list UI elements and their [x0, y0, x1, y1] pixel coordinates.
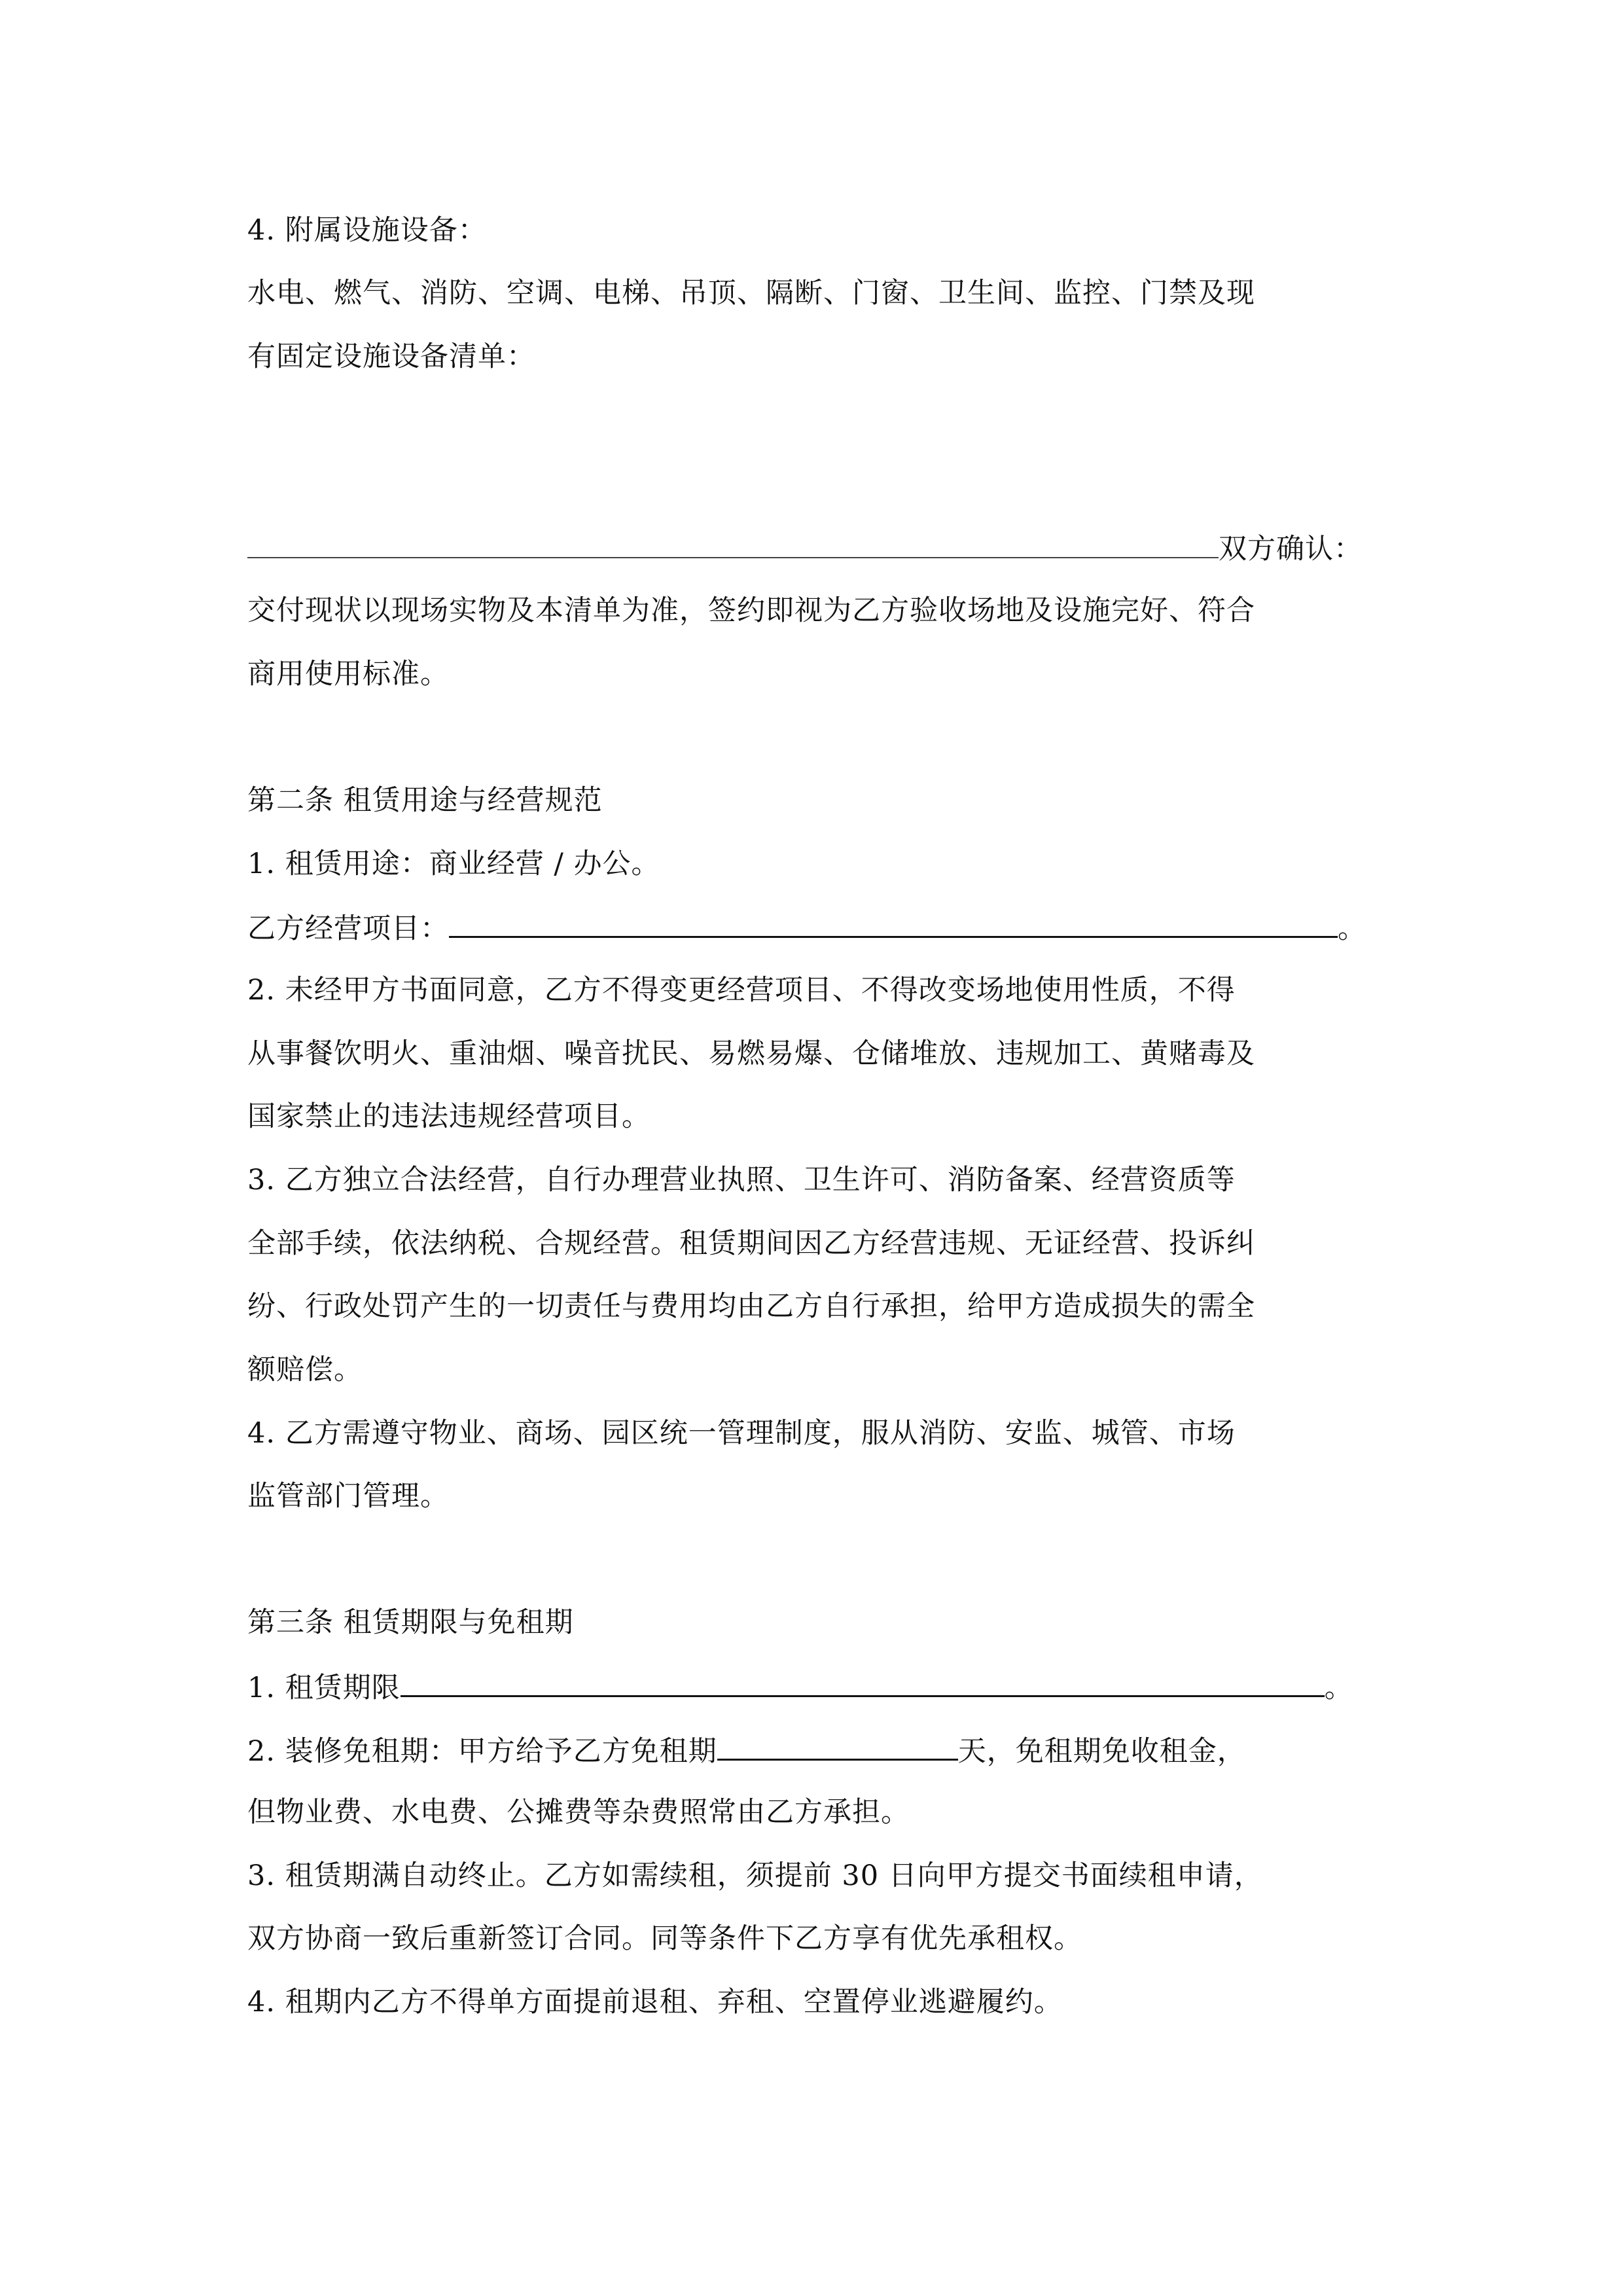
s3-item2-rest: 天，免租期免收租金，	[957, 1735, 1246, 1768]
s3-item3-line2: 双方协商一致后重新签订合同。同等条件下乙方享有优先承租权。	[247, 1922, 1082, 1955]
s2-item2-line2: 从事餐饮明火、重油烟、噪音扰民、易燃易爆、仓储堆放、违规加工、黄赌毒及	[247, 1037, 1255, 1070]
s1-item4-text-line1: 水电、燃气、消防、空调、电梯、吊顶、隔断、门窗、卫生间、监控、门禁及现	[247, 277, 1255, 310]
s3-item2-line2: 但物业费、水电费、公摊费等杂费照常由乙方承担。	[247, 1796, 910, 1829]
s3-item1-end: 。	[1324, 1672, 1353, 1704]
s2-item4-line1: 4. 乙方需遵守物业、商场、园区统一管理制度，服从消防、安监、城管、市场	[247, 1417, 1236, 1450]
s1-confirm-row	[247, 528, 1376, 567]
s1-confirm-label: 双方确认：	[1219, 533, 1363, 565]
s3-item2-row	[247, 1730, 1376, 1769]
s2-item3-line4: 额赔偿。	[247, 1354, 363, 1386]
s3-item4: 4. 租期内乙方不得单方面提前退租、弃租、空置停业逃避履约。	[247, 1986, 1063, 2018]
s2-title: 第二条 租赁用途与经营规范	[247, 784, 603, 817]
business-project-blank[interactable]	[449, 907, 1338, 938]
s1-confirm-text-line1: 交付现状以现场实物及本清单为准，签约即视为乙方验收场地及设施完好、符合	[247, 594, 1255, 627]
s2-project-end: 。	[1338, 912, 1366, 945]
s3-item2-label: 2. 装修免租期：甲方给予乙方免租期	[247, 1735, 717, 1768]
s3-item1-label: 1. 租赁期限	[247, 1672, 401, 1704]
equipment-list-blank[interactable]	[247, 528, 1219, 558]
s2-project-row	[247, 907, 1376, 946]
s3-item1-row	[247, 1666, 1376, 1706]
s3-title: 第三条 租赁期限与免租期	[247, 1606, 574, 1639]
rent-free-days-blank[interactable]	[717, 1730, 958, 1761]
s2-item3-line1: 3. 乙方独立合法经营，自行办理营业执照、卫生许可、消防备案、经营资质等	[247, 1164, 1236, 1196]
s2-item2-line1: 2. 未经甲方书面同意，乙方不得变更经营项目、不得改变场地使用性质，不得	[247, 974, 1236, 1007]
s2-project-label: 乙方经营项目：	[247, 912, 449, 945]
lease-term-blank[interactable]	[401, 1666, 1325, 1697]
s1-item4-text-line2: 有固定设施设备清单：	[247, 340, 535, 373]
s1-item4-heading: 4. 附属设施设备：	[247, 214, 487, 247]
s2-item3-line3: 纷、行政处罚产生的一切责任与费用均由乙方自行承担，给甲方造成损失的需全	[247, 1290, 1255, 1323]
s2-item4-line2: 监管部门管理。	[247, 1480, 449, 1513]
s2-item2-line3: 国家禁止的违法违规经营项目。	[247, 1100, 651, 1133]
s3-item3-line1: 3. 租赁期满自动终止。乙方如需续租，须提前 30 日向甲方提交书面续租申请，	[247, 1859, 1263, 1892]
s2-item3-line2: 全部手续，依法纳税、合规经营。租赁期间因乙方经营违规、无证经营、投诉纠	[247, 1227, 1255, 1260]
s2-item1: 1. 租赁用途：商业经营 / 办公。	[247, 848, 660, 880]
s1-confirm-text-line2: 商用使用标准。	[247, 658, 449, 691]
